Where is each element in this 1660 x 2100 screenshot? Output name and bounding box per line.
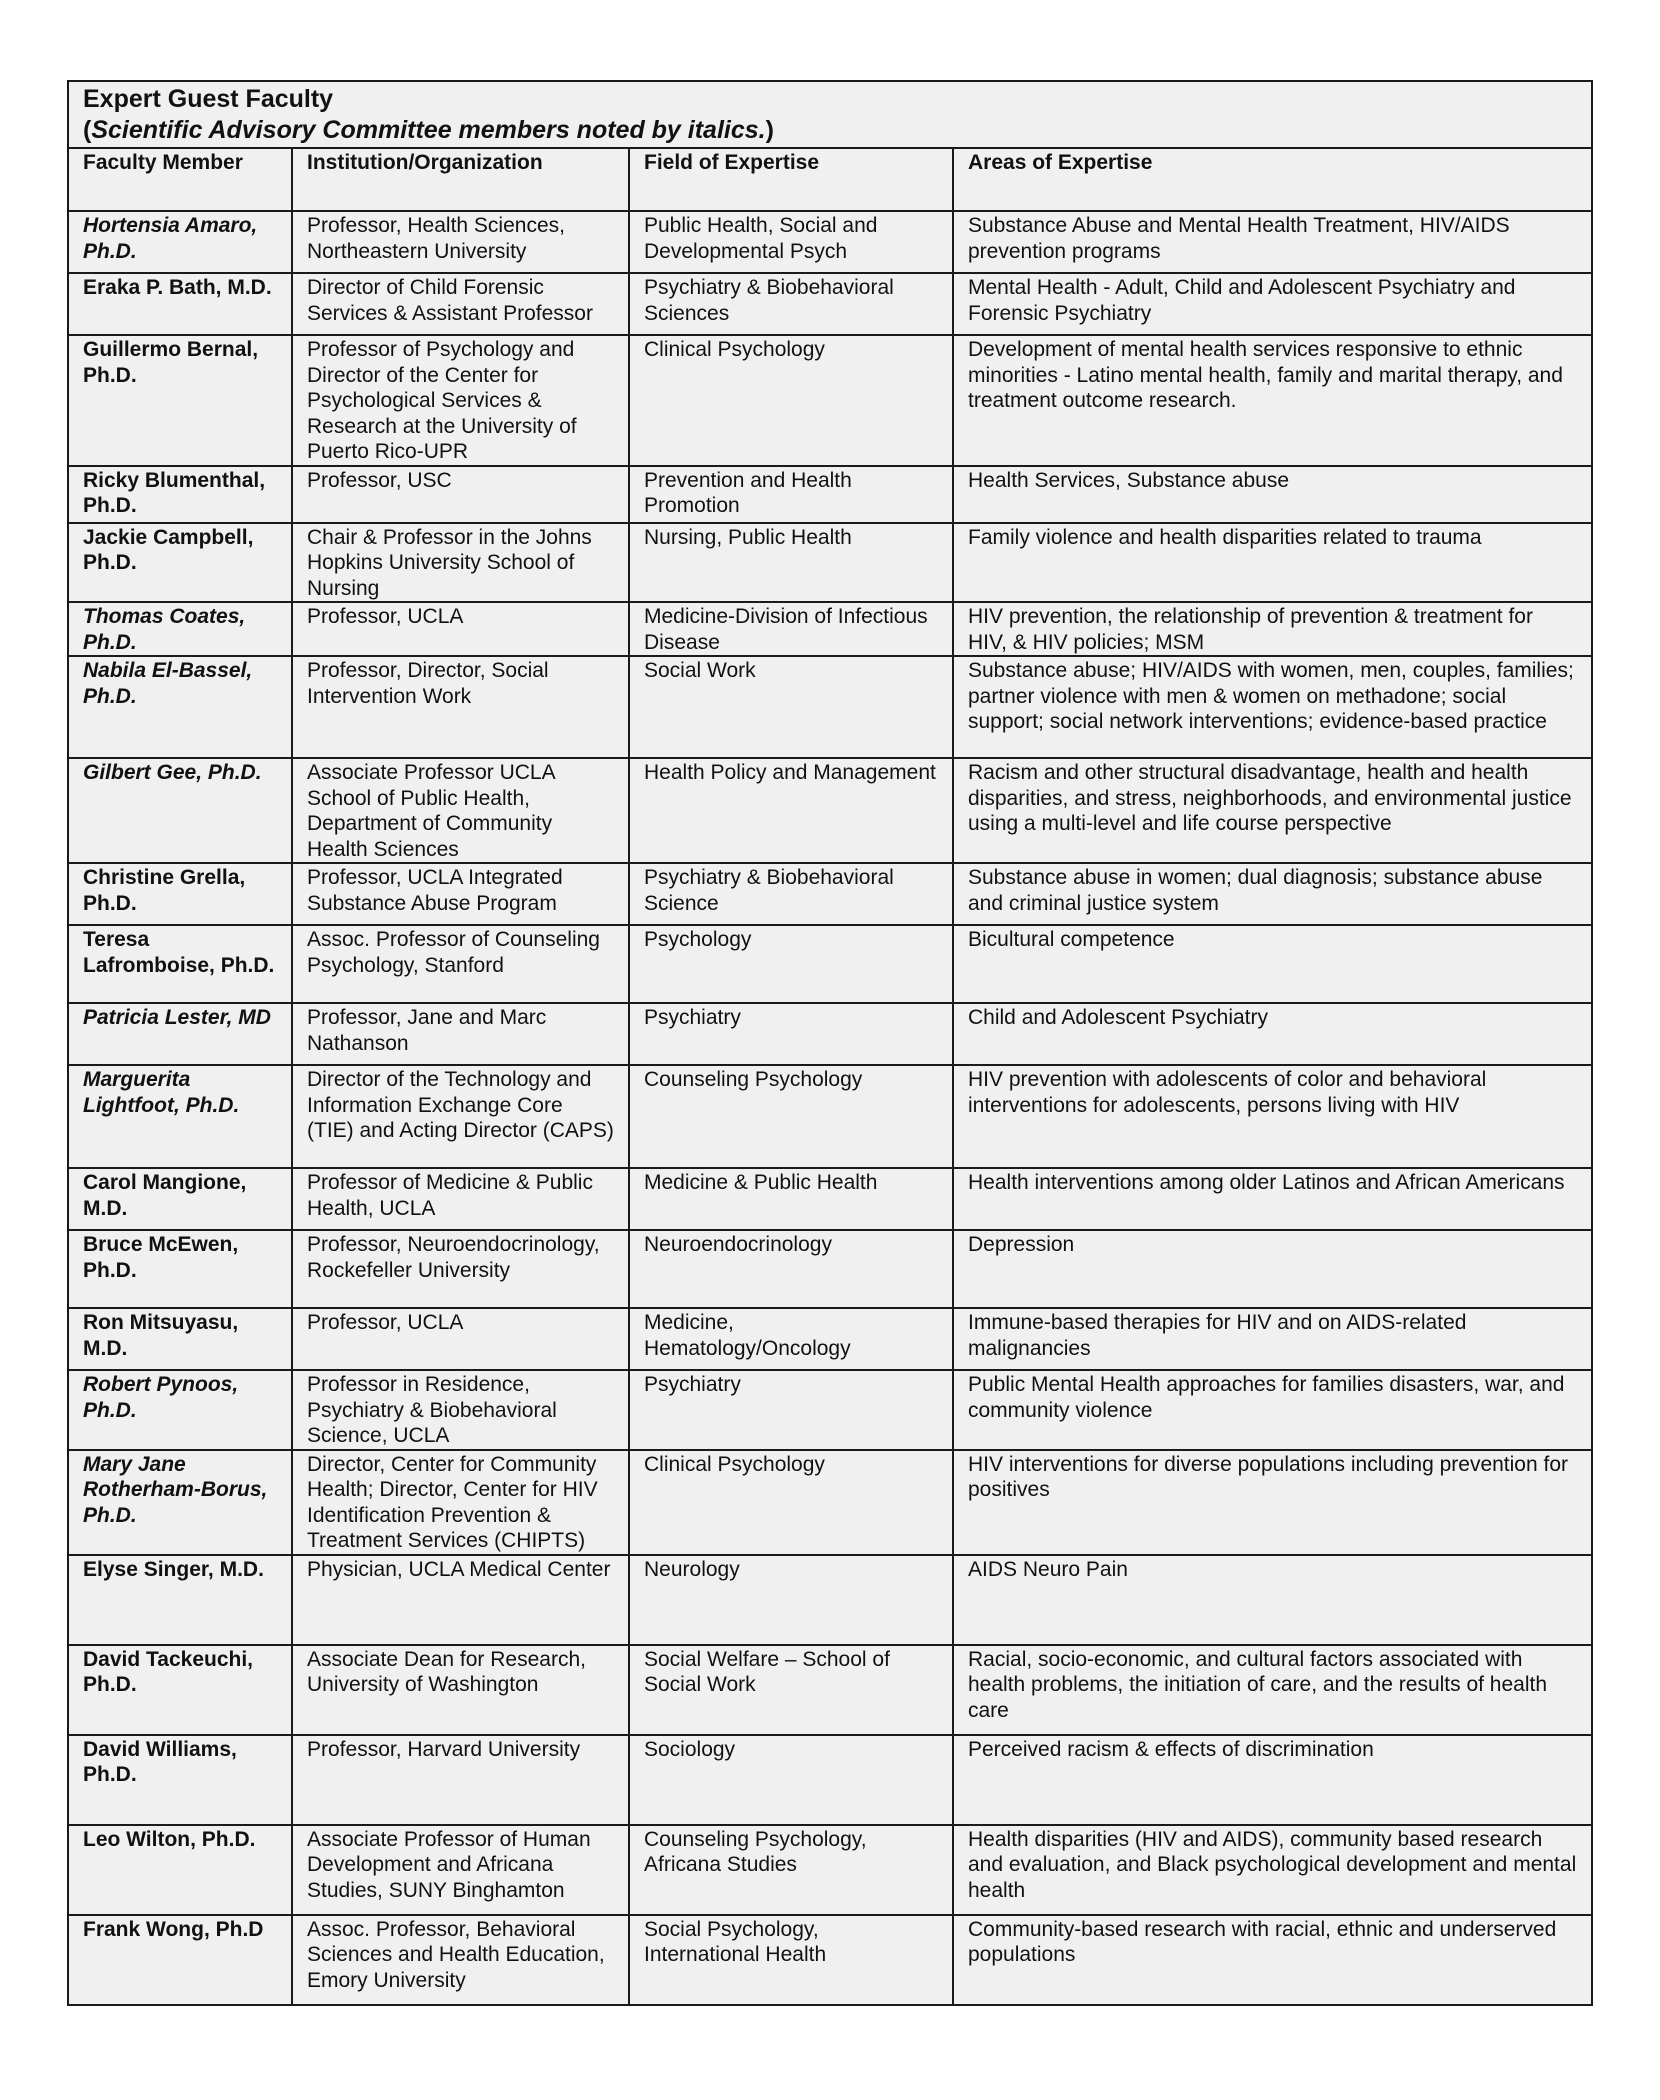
areas-cell: HIV prevention with adolescents of color and behavioral interventions for adolescents, persons living with HIV (953, 1065, 1592, 1168)
table-row (68, 211, 1592, 273)
faculty-name-cell: Thomas Coates, Ph.D. (68, 602, 292, 656)
faculty-name-cell: Teresa Lafromboise, Ph.D. (68, 925, 292, 1003)
areas-cell: Mental Health - Adult, Child and Adolescent Psychiatry and Forensic Psychiatry (953, 273, 1592, 335)
table-row (68, 335, 1592, 466)
column-header-institution: Institution/Organization (292, 148, 629, 211)
table-row (68, 1915, 1592, 2005)
field-cell: Psychiatry (629, 1370, 953, 1450)
areas-cell: Racism and other structural disadvantage, health and health disparities, and stress, neighborhoods, and environmental justice using a multi-level and life course perspective (953, 758, 1592, 863)
institution-cell: Associate Dean for Research, University of Washington (292, 1645, 629, 1735)
faculty-name-cell: Frank Wong, Ph.D (68, 1915, 292, 2005)
table-caption (68, 81, 1592, 148)
faculty-name-cell: Mary Jane Rotherham-Borus, Ph.D. (68, 1450, 292, 1555)
institution-cell: Professor in Residence, Psychiatry & Biobehavioral Science, UCLA (292, 1370, 629, 1450)
institution-cell: Chair & Professor in the Johns Hopkins University School of Nursing (292, 523, 629, 603)
table-row (68, 1168, 1592, 1230)
table-row (68, 1003, 1592, 1065)
areas-cell: Public Mental Health approaches for families disasters, war, and community violence (953, 1370, 1592, 1450)
faculty-name-cell: Ricky Blumenthal, Ph.D. (68, 466, 292, 523)
areas-cell: AIDS Neuro Pain (953, 1555, 1592, 1645)
table-row (68, 758, 1592, 863)
areas-cell: Development of mental health services responsive to ethnic minorities - Latino mental health, family and marital therapy, and treatment outcome research. (953, 335, 1592, 466)
column-header-field: Field of Expertise (629, 148, 953, 211)
faculty-name-cell: Eraka P. Bath, M.D. (68, 273, 292, 335)
areas-cell: Immune-based therapies for HIV and on AIDS-related malignancies (953, 1308, 1592, 1370)
table-row (68, 925, 1592, 1003)
field-cell: Social Work (629, 656, 953, 758)
field-cell: Psychiatry (629, 1003, 953, 1065)
table-row (68, 273, 1592, 335)
field-cell: Social Welfare – School of Social Work (629, 1645, 953, 1735)
table-row (68, 466, 1592, 523)
faculty-name-cell: Marguerita Lightfoot, Ph.D. (68, 1065, 292, 1168)
institution-cell: Professor of Medicine & Public Health, UCLA (292, 1168, 629, 1230)
faculty-name-cell: Elyse Singer, M.D. (68, 1555, 292, 1645)
institution-cell: Professor, UCLA (292, 1308, 629, 1370)
institution-cell: Professor, Harvard University (292, 1735, 629, 1825)
areas-cell: Perceived racism & effects of discrimination (953, 1735, 1592, 1825)
table-row (68, 863, 1592, 925)
column-header-areas: Areas of Expertise (953, 148, 1592, 211)
faculty-name-cell: Ron Mitsuyasu, M.D. (68, 1308, 292, 1370)
caption-note-italic: Scientific Advisory Committee members noted by italics. (91, 116, 766, 144)
areas-cell: Health interventions among older Latinos and African Americans (953, 1168, 1592, 1230)
field-cell: Health Policy and Management (629, 758, 953, 863)
header-row (68, 148, 1592, 211)
field-cell: Nursing, Public Health (629, 523, 953, 603)
table-row (68, 1308, 1592, 1370)
areas-cell: Community-based research with racial, ethnic and underserved populations (953, 1915, 1592, 2005)
faculty-name-cell: Leo Wilton, Ph.D. (68, 1825, 292, 1915)
faculty-name-cell: Christine Grella, Ph.D. (68, 863, 292, 925)
caption-note (83, 115, 1577, 146)
areas-cell: Substance abuse in women; dual diagnosis; substance abuse and criminal justice system (953, 863, 1592, 925)
field-cell: Psychiatry & Biobehavioral Sciences (629, 273, 953, 335)
areas-cell: Bicultural competence (953, 925, 1592, 1003)
faculty-name-cell: Robert Pynoos, Ph.D. (68, 1370, 292, 1450)
caption-note-close: ) (765, 116, 774, 144)
field-cell: Sociology (629, 1735, 953, 1825)
institution-cell: Professor of Psychology and Director of the Center for Psychological Services & Research at the University of Puerto Rico-UPR (292, 335, 629, 466)
table-row (68, 1645, 1592, 1735)
institution-cell: Professor, UCLA (292, 602, 629, 656)
table-row (68, 1065, 1592, 1168)
areas-cell: Health Services, Substance abuse (953, 466, 1592, 523)
faculty-name-cell: Carol Mangione, M.D. (68, 1168, 292, 1230)
faculty-name-cell: Bruce McEwen, Ph.D. (68, 1230, 292, 1308)
table-row (68, 602, 1592, 656)
institution-cell: Director of the Technology and Information Exchange Core (TIE) and Acting Director (CAPS) (292, 1065, 629, 1168)
institution-cell: Professor, Health Sciences, Northeastern University (292, 211, 629, 273)
field-cell: Counseling Psychology (629, 1065, 953, 1168)
areas-cell: HIV prevention, the relationship of prevention & treatment for HIV, & HIV policies; MSM (953, 602, 1592, 656)
field-cell: Public Health, Social and Developmental Psych (629, 211, 953, 273)
faculty-name-cell: Nabila El-Bassel, Ph.D. (68, 656, 292, 758)
areas-cell: Health disparities (HIV and AIDS), community based research and evaluation, and Black psychological development and mental health (953, 1825, 1592, 1915)
areas-cell: Depression (953, 1230, 1592, 1308)
table-row (68, 1735, 1592, 1825)
institution-cell: Assoc. Professor of Counseling Psychology, Stanford (292, 925, 629, 1003)
table-row (68, 523, 1592, 603)
institution-cell: Professor, UCLA Integrated Substance Abuse Program (292, 863, 629, 925)
areas-cell: Substance abuse; HIV/AIDS with women, men, couples, families; partner violence with men & women on methadone; social support; social network interventions; evidence-based practice (953, 656, 1592, 758)
field-cell: Prevention and Health Promotion (629, 466, 953, 523)
institution-cell: Professor, Jane and Marc Nathanson (292, 1003, 629, 1065)
column-header-faculty-member: Faculty Member (68, 148, 292, 211)
caption-title: Expert Guest Faculty (83, 85, 334, 113)
table-row (68, 656, 1592, 758)
institution-cell: Professor, Neuroendocrinology, Rockefeller University (292, 1230, 629, 1308)
field-cell: Neurology (629, 1555, 953, 1645)
table-row (68, 1825, 1592, 1915)
institution-cell: Associate Professor of Human Development and Africana Studies, SUNY Binghamton (292, 1825, 629, 1915)
field-cell: Clinical Psychology (629, 335, 953, 466)
areas-cell: Substance Abuse and Mental Health Treatment, HIV/AIDS prevention programs (953, 211, 1592, 273)
faculty-name-cell: Guillermo Bernal, Ph.D. (68, 335, 292, 466)
institution-cell: Assoc. Professor, Behavioral Sciences and Health Education, Emory University (292, 1915, 629, 2005)
caption-row (68, 81, 1592, 148)
field-cell: Medicine & Public Health (629, 1168, 953, 1230)
areas-cell: Child and Adolescent Psychiatry (953, 1003, 1592, 1065)
institution-cell: Director of Child Forensic Services & Assistant Professor (292, 273, 629, 335)
institution-cell: Physician, UCLA Medical Center (292, 1555, 629, 1645)
faculty-name-cell: Gilbert Gee, Ph.D. (68, 758, 292, 863)
faculty-table (67, 80, 1593, 2006)
faculty-name-cell: David Tackeuchi, Ph.D. (68, 1645, 292, 1735)
institution-cell: Professor, Director, Social Intervention Work (292, 656, 629, 758)
field-cell: Clinical Psychology (629, 1450, 953, 1555)
field-cell: Social Psychology, International Health (629, 1915, 953, 2005)
faculty-name-cell: Hortensia Amaro, Ph.D. (68, 211, 292, 273)
table-row (68, 1555, 1592, 1645)
field-cell: Psychology (629, 925, 953, 1003)
caption-note-open: ( (83, 116, 92, 144)
institution-cell: Professor, USC (292, 466, 629, 523)
institution-cell: Director, Center for Community Health; Director, Center for HIV Identification Prevention & Treatment Services (CHIPTS) (292, 1450, 629, 1555)
field-cell: Medicine, Hematology/Oncology (629, 1308, 953, 1370)
areas-cell: HIV interventions for diverse populations including prevention for positives (953, 1450, 1592, 1555)
field-cell: Medicine-Division of Infectious Disease (629, 602, 953, 656)
field-cell: Counseling Psychology, Africana Studies (629, 1825, 953, 1915)
faculty-name-cell: David Williams, Ph.D. (68, 1735, 292, 1825)
field-cell: Psychiatry & Biobehavioral Science (629, 863, 953, 925)
institution-cell: Associate Professor UCLA School of Public Health, Department of Community Health Sciences (292, 758, 629, 863)
areas-cell: Family violence and health disparities related to trauma (953, 523, 1592, 603)
field-cell: Neuroendocrinology (629, 1230, 953, 1308)
faculty-name-cell: Jackie Campbell, Ph.D. (68, 523, 292, 603)
faculty-name-cell: Patricia Lester, MD (68, 1003, 292, 1065)
areas-cell: Racial, socio-economic, and cultural factors associated with health problems, the initiation of care, and the results of health care (953, 1645, 1592, 1735)
table-row (68, 1370, 1592, 1450)
table-row (68, 1450, 1592, 1555)
table-row (68, 1230, 1592, 1308)
